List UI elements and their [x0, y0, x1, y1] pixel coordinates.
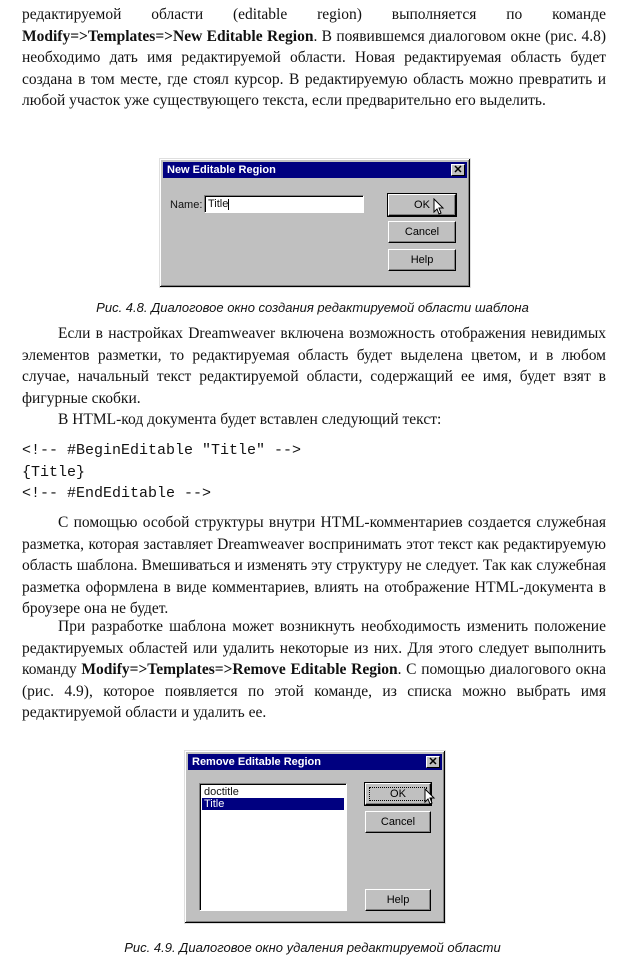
list-item-doctitle[interactable]: doctitle: [204, 786, 239, 798]
paragraph-3: [22, 409, 606, 431]
name-label: Name:: [170, 199, 203, 211]
dialog-title: Remove Editable Region: [192, 756, 321, 768]
remove-editable-region-dialog: [184, 750, 446, 924]
paragraph-2-text: Если в настройках Dreamweaver включена возможность отображения невидимых элементов разметки, то редактируемая область будет выделена цветом, и в любом случае, начальный текст редактируемой области, содержащий ее имя, будет взят в фигурные скобки.: [22, 325, 606, 407]
paragraph-5-text-a: При разработке шаблона может возникнуть необходимость изменить положение редактируемых областей или удалить некоторые из них. Для этого следует выполнить команду: [22, 618, 606, 678]
new-editable-region-dialog: [159, 158, 471, 288]
paragraph-5-text-b: . С помощью диалогового окна (рис. 4.9), которое появляется по этой команде, из списка можно выбрать имя редактируемой области и удалить ее.: [22, 661, 606, 721]
ok-button[interactable]: [388, 194, 456, 216]
paragraph-3-text: В HTML-код документа будет вставлен следующий текст:: [58, 411, 442, 428]
regions-listbox[interactable]: [199, 783, 347, 911]
code-line-3: <!-- #EndEditable -->: [22, 485, 212, 502]
paragraph-5: [22, 616, 606, 724]
help-button[interactable]: Help: [388, 249, 456, 271]
figure-caption-4-8: Рис. 4.8. Диалоговое окно создания редактируемой области шаблона: [96, 300, 529, 315]
code-line-1: <!-- #BeginEditable "Title" -->: [22, 442, 302, 459]
paragraph-4-text: С помощью особой структуры внутри HTML-комментариев создается служебная разметка, которая заставляет Dreamweaver воспринимать этот текст как редактируемую область шаблона. Вмешиваться и изменять эту структуру не следует. Так как служебная разметка оформлена в виде комментариев, влиять на отображение HTML-документа в броузере она не будет.: [22, 514, 606, 617]
paragraph-4: [22, 512, 606, 620]
dialog-title: New Editable Region: [167, 164, 276, 176]
dialog-titlebar: [163, 162, 467, 178]
cancel-button[interactable]: Cancel: [388, 221, 456, 243]
paragraph-1-text-a: редактируемой области (editable region) выполняется по команде: [22, 6, 606, 23]
menu-command-new-editable: Modify=>Templates=>New Editable Region: [22, 27, 314, 45]
paragraph-2: [22, 323, 606, 409]
mouse-cursor-icon: [433, 198, 445, 216]
paragraph-1-text-b: . В появившемся диалоговом окне (рис. 4.8) необходимо дать имя редактируемой области. Новая редактируемая область будет создана в том месте, где стоял курсор. В редактируемую область можно превратить и любой участок уже существующего текста, если предварительно его выделить.: [22, 27, 606, 109]
code-line-2: {Title}: [22, 464, 86, 481]
cancel-button[interactable]: Cancel: [365, 811, 431, 833]
ok-button-label: OK: [414, 199, 430, 211]
dialog-titlebar: [188, 754, 442, 770]
name-input-value: Title: [208, 198, 229, 210]
figure-caption-4-9: Рис. 4.9. Диалоговое окно удаления редактируемой области: [124, 940, 501, 955]
name-input[interactable]: [204, 195, 364, 213]
menu-command-remove-editable: Modify=>Templates=>Remove Editable Region: [81, 661, 398, 678]
mouse-cursor-icon: [424, 788, 436, 806]
ok-button[interactable]: [365, 783, 431, 805]
close-icon[interactable]: ✕: [426, 756, 440, 768]
ok-button-label: OK: [390, 788, 406, 800]
close-icon[interactable]: ✕: [451, 164, 465, 176]
help-button[interactable]: Help: [365, 889, 431, 911]
list-item-title[interactable]: Title: [202, 798, 344, 810]
paragraph-1: [22, 4, 606, 112]
